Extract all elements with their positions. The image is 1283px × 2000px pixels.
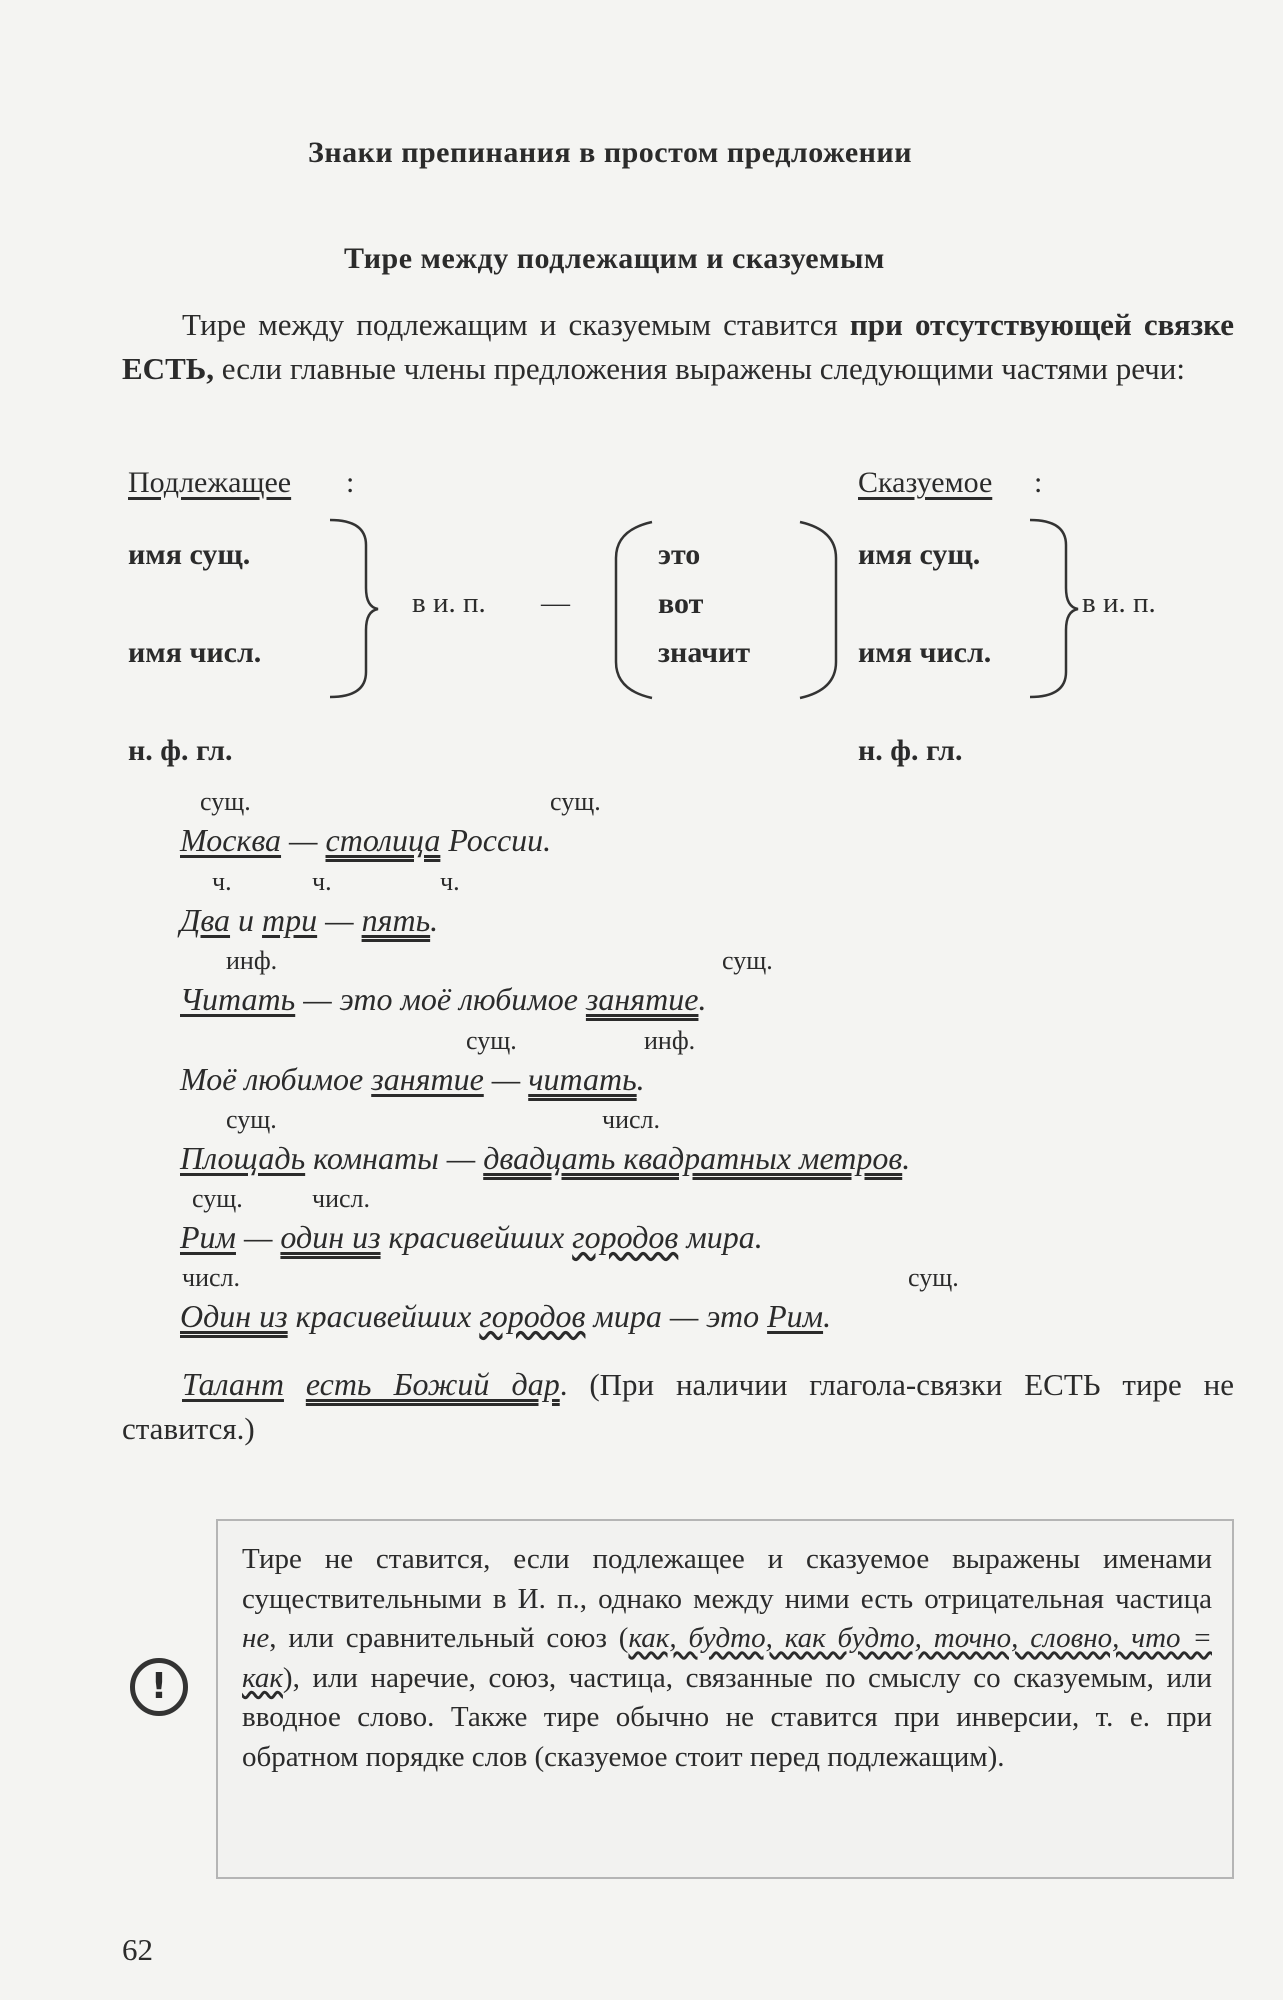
page-title: Знаки препинания в простом предложении xyxy=(308,136,912,169)
predicate-colon: : xyxy=(1034,466,1043,499)
scheme-brackets xyxy=(0,0,1283,760)
subject-numeral: имя числ. xyxy=(128,636,262,669)
annotation: числ. xyxy=(602,1105,661,1134)
annotation: инф. xyxy=(226,946,278,975)
example-2: Два и три — пять. xyxy=(180,902,439,938)
annotation: сущ. xyxy=(200,787,251,816)
example-5: Площадь комнаты — двадцать квадратных метров. xyxy=(180,1140,911,1176)
intro-text-1: Тире между подлежащим и сказуемым ставится xyxy=(182,307,850,342)
connector-eto: это xyxy=(658,538,701,571)
annotation: сущ. xyxy=(466,1026,517,1055)
subject-infinitive: н. ф. гл. xyxy=(128,734,233,767)
example-7: Один из красивейших городов мира — это Рим. xyxy=(180,1298,832,1334)
note-text: Тире не ставится, если подлежащее и сказуемое выражены именами существительными в И. п., однако между ними есть отрицательная частица не, или сравнительный союз (как, будто, как будто, точно, словно, что = как), или наречие, союз, частица, связанные по смыслу со сказуемым, или вводное слово. Также тире обычно не ставится при инверсии, т. е. при обратном порядке слов (сказуемое стоит перед подлежащим). xyxy=(242,1543,1212,1773)
subject-colon: : xyxy=(346,466,355,499)
annotation: сущ. xyxy=(908,1263,959,1292)
intro-bold: при отсутствующей связке ЕСТЬ, xyxy=(122,307,1235,386)
note-particle: не xyxy=(242,1622,270,1654)
predicate-label: Сказуемое xyxy=(858,466,993,499)
example-3: Читать — это моё любимое занятие. xyxy=(180,981,707,1017)
example-1: Москва — столица России. xyxy=(180,822,552,858)
talent-rest: (При наличии глагола-связки ЕСТЬ тире не ставится.) xyxy=(122,1367,1235,1446)
annotation: сущ. xyxy=(226,1105,277,1134)
predicate-noun: имя сущ. xyxy=(858,538,981,571)
connector-vot: вот xyxy=(658,587,704,620)
annotation: сущ. xyxy=(722,946,773,975)
subject-label: Подлежащее xyxy=(128,466,292,499)
annotation: ч. xyxy=(212,867,232,896)
predicate-brace xyxy=(1030,520,1078,697)
connectors-right-paren xyxy=(800,522,836,698)
connectors-left-paren xyxy=(616,522,652,698)
annotation: числ. xyxy=(182,1263,241,1292)
predicate-numeral: имя числ. xyxy=(858,636,992,669)
annotation: сущ. xyxy=(550,787,601,816)
annotation: ч. xyxy=(312,867,332,896)
predicate-infinitive: н. ф. гл. xyxy=(858,734,963,767)
subject-case: в и. п. xyxy=(412,587,486,619)
talent-paragraph: Талант есть Божий дар. (При наличии глагола-связки ЕСТЬ тире не ставится.) xyxy=(122,1366,1235,1446)
annotation: сущ. xyxy=(192,1184,243,1213)
example-6: Рим — один из красивейших городов мира. xyxy=(180,1219,763,1255)
talent-predicate: есть Божий дар xyxy=(305,1366,560,1402)
scheme-dash: — xyxy=(541,587,570,619)
annotation: инф. xyxy=(644,1026,696,1055)
exclamation-icon: ! xyxy=(130,1658,188,1716)
subject-noun: имя сущ. xyxy=(128,538,251,571)
page-number: 62 xyxy=(122,1932,153,1967)
connector-znachit: значит xyxy=(658,636,751,669)
subject-brace xyxy=(330,520,378,697)
note-conjunctions: как, будто, как будто, точно, словно, что = как xyxy=(242,1622,1212,1694)
predicate-case: в и. п. xyxy=(1082,587,1156,619)
talent-subject: Талант xyxy=(182,1366,284,1402)
example-4: Моё любимое занятие — читать. xyxy=(180,1061,645,1097)
annotation: числ. xyxy=(312,1184,371,1213)
section-title: Тире между подлежащим и сказуемым xyxy=(344,242,885,275)
annotation: ч. xyxy=(440,867,460,896)
intro-text-2: если главные члены предложения выражены следующими частями речи: xyxy=(214,351,1185,386)
